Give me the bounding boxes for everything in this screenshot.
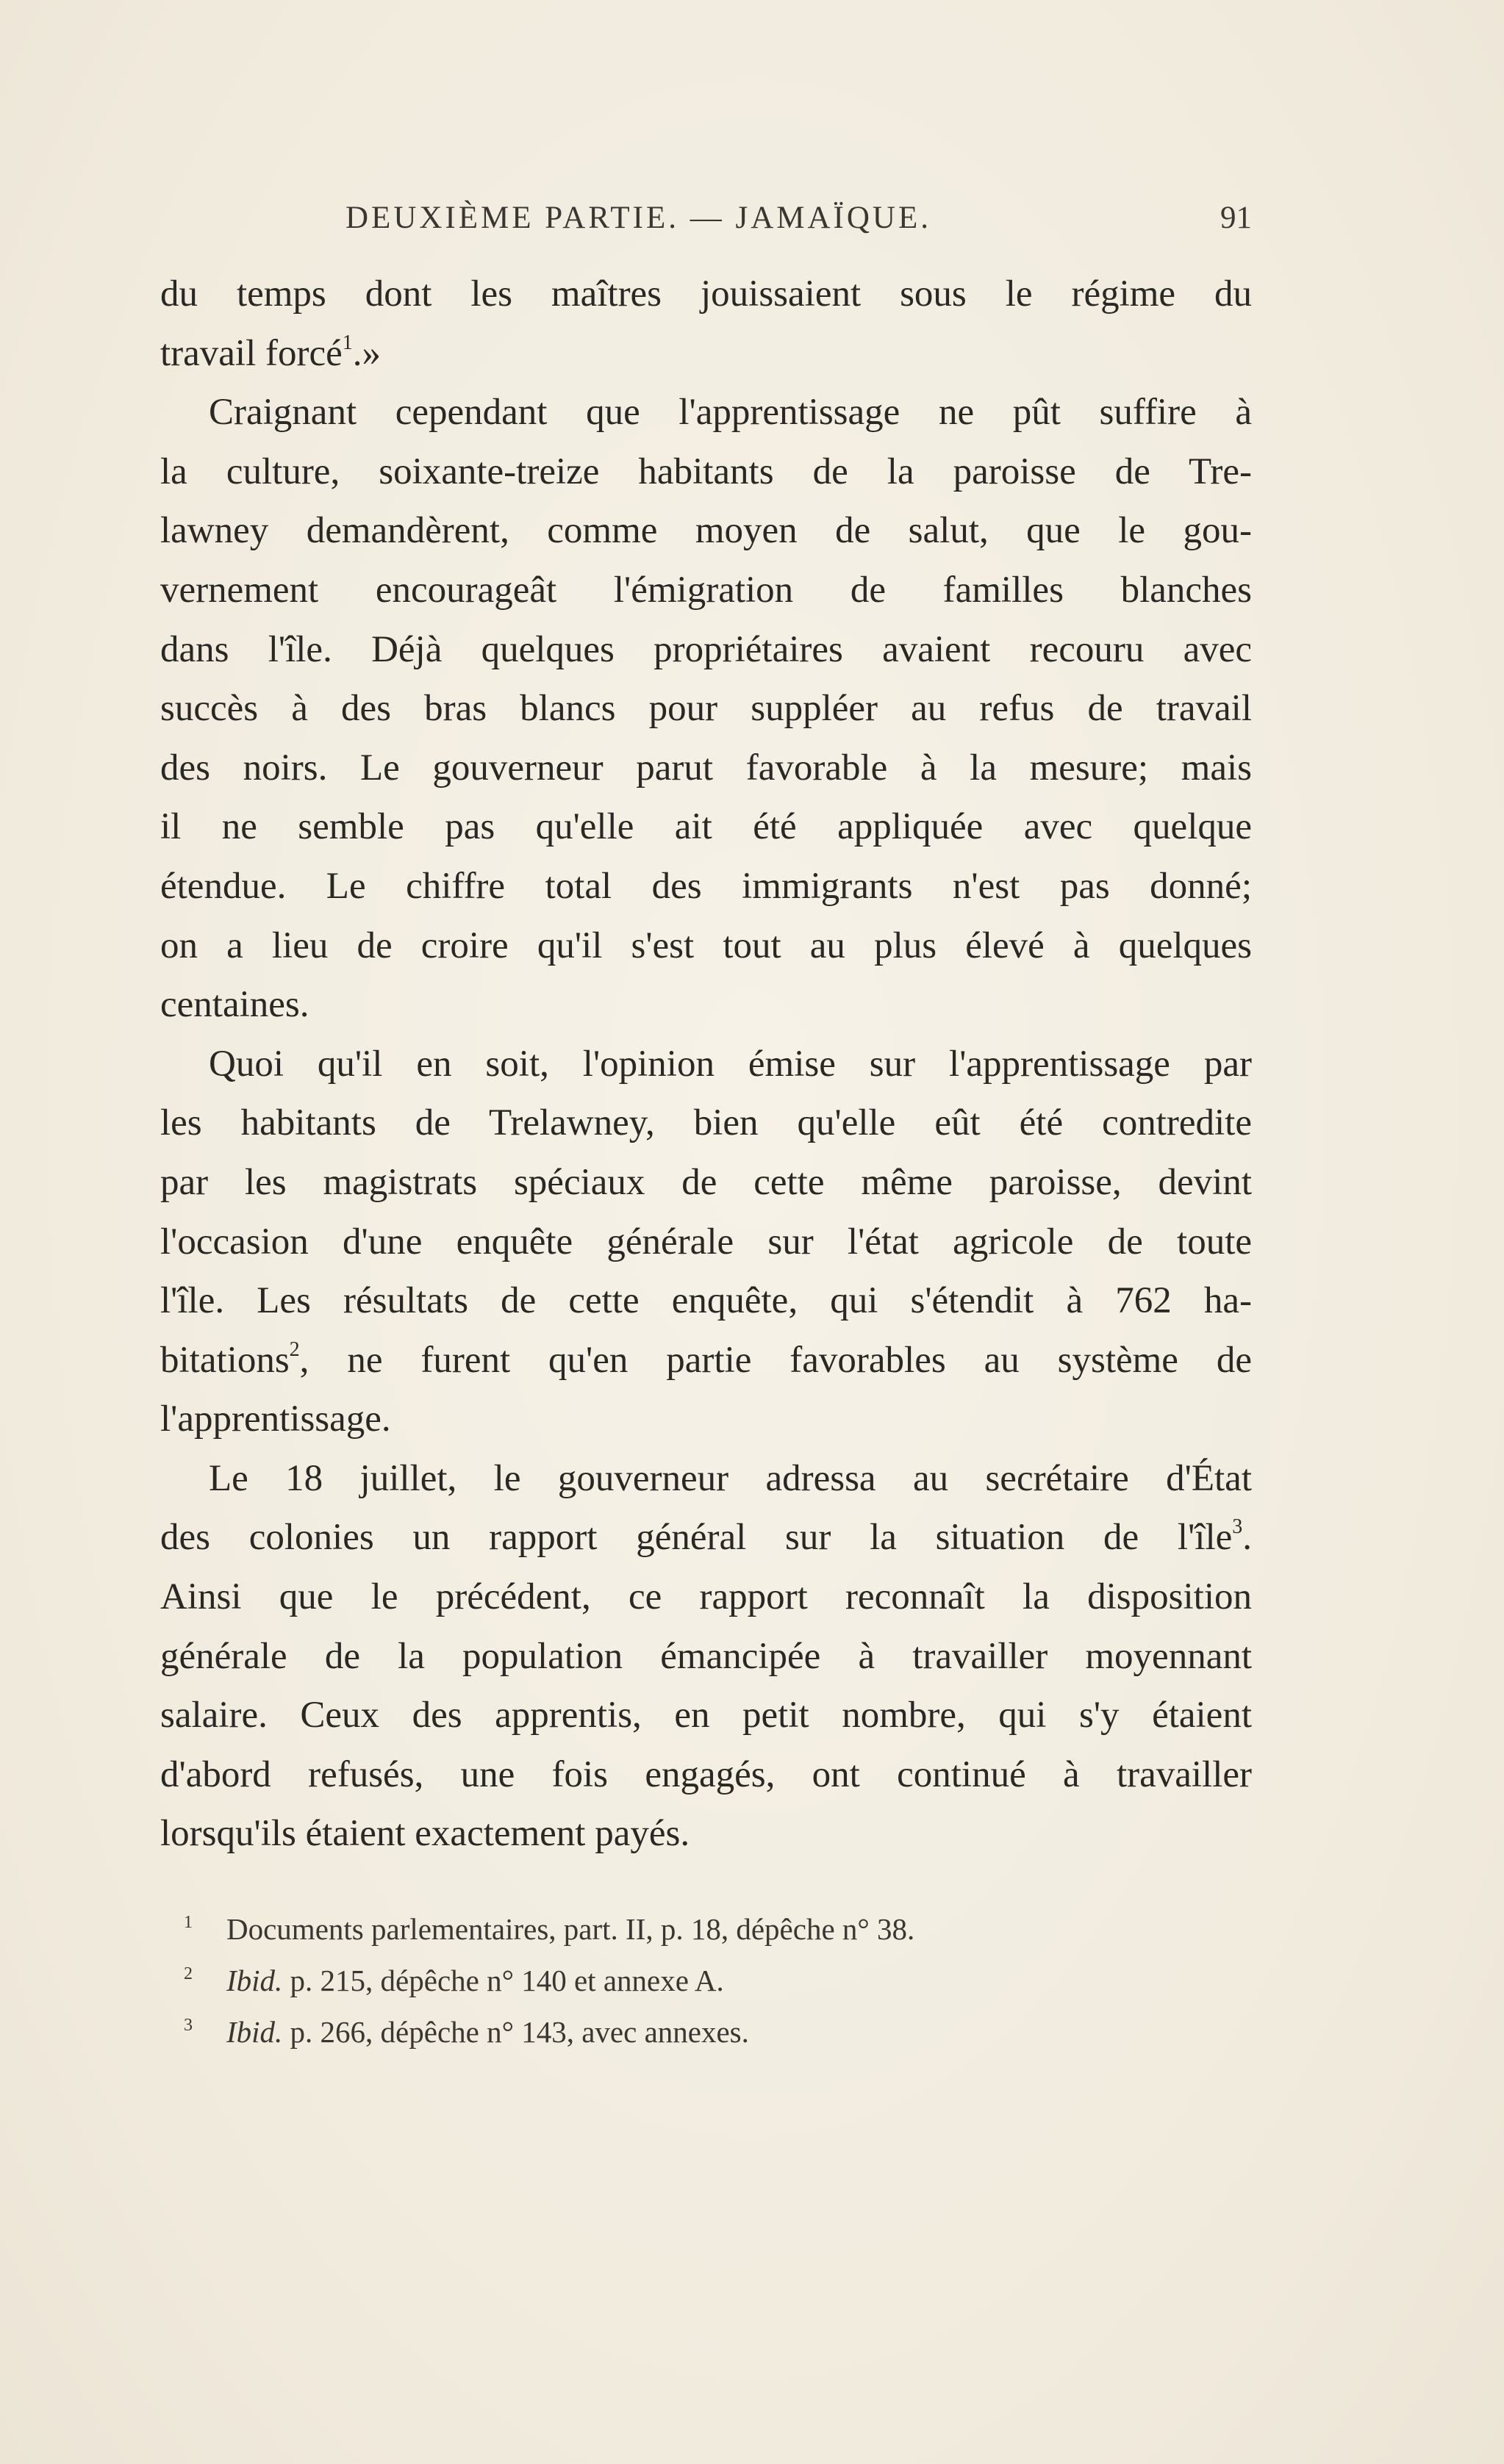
footnote: 2 Ibid. p. 215, dépêche n° 140 et annexe A. (184, 1964, 724, 1997)
text-line: salaire. Ceux des apprentis, en petit nombre, qui s'y étaient (160, 1695, 1252, 1736)
text-line: il ne semble pas qu'elle ait été appliquée avec quelque (160, 806, 1252, 848)
text-line: la culture, soixante-treize habitants de la paroisse de Tre- (160, 450, 1252, 492)
footnote: 3 Ibid. p. 266, dépêche n° 143, avec annexes. (184, 2015, 749, 2049)
text-line: l'apprentissage. (160, 1398, 391, 1440)
text-line: succès à des bras blancs pour suppléer au refus de travail (160, 688, 1252, 730)
text-line: Ainsi que le précédent, ce rapport reconnaît la disposition (160, 1576, 1252, 1618)
text-line: étendue. Le chiffre total des immigrants n'est pas donné; (160, 865, 1252, 907)
text-fragment: des colonies un rapport général sur la situation de l'île (160, 1517, 1233, 1559)
text-fragment: . (1242, 1517, 1252, 1559)
footnote-text: p. 266, dépêche n° 143, avec annexes. (282, 2015, 749, 2049)
footnote-reference: 2 (289, 1337, 300, 1361)
footnote-reference: 1 (342, 331, 353, 354)
running-head: DEUXIÈME PARTIE. — JAMAÏQUE. (345, 201, 931, 235)
text-line: l'occasion d'une enquête générale sur l'état agricole de toute (160, 1221, 1252, 1262)
text-line (160, 1508, 1252, 1567)
text-line (160, 324, 1252, 384)
text-line: du temps dont les maîtres jouissaient sous le régime du (160, 273, 1252, 315)
text-line: vernement encourageât l'émigration de familles blanches (160, 569, 1252, 611)
text-line: générale de la population émancipée à travailler moyennant (160, 1635, 1252, 1677)
text-line: Le 18 juillet, le gouverneur adressa au secrétaire d'État (209, 1457, 1252, 1499)
text-fragment: .» (352, 332, 382, 374)
footnotes (184, 1903, 1242, 2058)
text-fragment: bitations (160, 1339, 290, 1381)
text-line: on a lieu de croire qu'il s'est tout au plus élevé à quelques (160, 924, 1252, 966)
text-fragment: , ne furent qu'en partie favorables au système de (299, 1339, 1252, 1381)
body-text (160, 265, 1252, 1864)
footnote-italic: Ibid. (226, 2015, 283, 2049)
page-header (160, 198, 1252, 250)
text-line: les habitants de Trelawney, bien qu'elle eût été contredite (160, 1102, 1252, 1144)
text-line: lawney demandèrent, comme moyen de salut, que le gou- (160, 510, 1252, 552)
footnote-italic: Ibid. (226, 1964, 283, 1997)
text-line: lorsqu'ils étaient exactement payés. (160, 1813, 690, 1855)
page-number: 91 (1220, 201, 1252, 235)
text-line: par les magistrats spéciaux de cette même paroisse, devint (160, 1161, 1252, 1203)
text-fragment: travail forcé (160, 332, 343, 374)
text-line: Quoi qu'il en soit, l'opinion émise sur l'apprentissage par (209, 1043, 1252, 1085)
text-line: d'abord refusés, une fois engagés, ont continué à travailler (160, 1753, 1252, 1795)
footnote-text: Documents parlementaires, part. II, p. 18, dépêche n° 38. (226, 1912, 915, 1946)
text-line: Craignant cependant que l'apprentissage ne pût suffire à (209, 392, 1252, 434)
footnote-text: p. 215, dépêche n° 140 et annexe A. (282, 1964, 724, 1997)
text-line: des noirs. Le gouverneur parut favorable à la mesure; mais (160, 747, 1252, 789)
text-line (160, 1331, 1252, 1390)
text-line: dans l'île. Déjà quelques propriétaires avaient recouru avec (160, 628, 1252, 670)
text-line: centaines. (160, 984, 309, 1026)
footnote-reference: 3 (1232, 1515, 1243, 1539)
text-line: l'île. Les résultats de cette enquête, qui s'étendit à 762 ha- (160, 1280, 1252, 1322)
footnote: 1 Documents parlementaires, part. II, p. 18, dépêche n° 38. (184, 1912, 915, 1946)
